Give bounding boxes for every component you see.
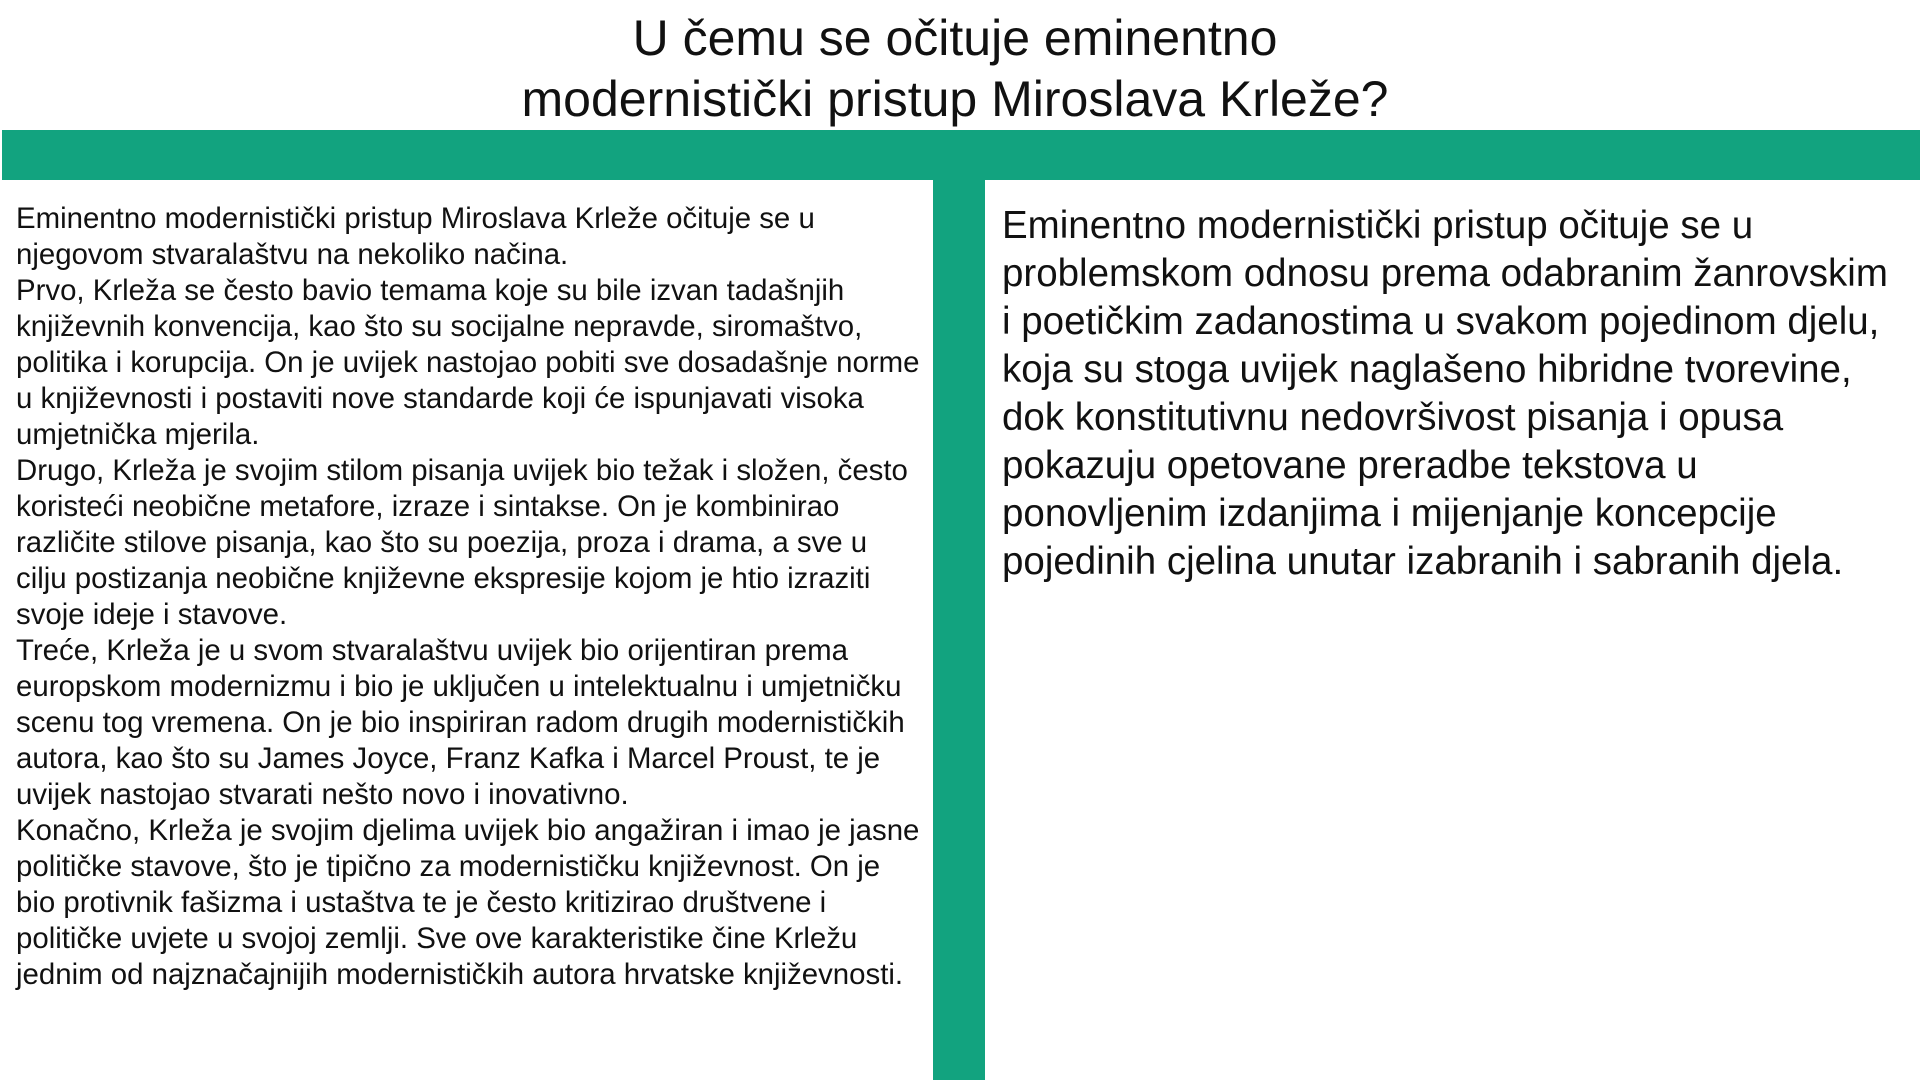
column-divider-bar bbox=[933, 130, 985, 1080]
left-paragraph-finally: Konačno, Krleža je svojim djelima uvijek bio angažiran i imao je jasne političke stavove, što je tipično za modernističku književnost. On je bio protivnik fašizma i ustaštva te je često kritizirao društvene i političke uvjete u svojoj zemlji. Sve ove karakteristike čine Krležu jednim od najznačajnijih modernističkih autora hrvatske književnosti. bbox=[16, 814, 920, 991]
left-paragraph-second: Drugo, Krleža je svojim stilom pisanja uvijek bio težak i složen, često koristeći neobične metafore, izraze i sintakse. On je kombinirao različite stilove pisanja, kao što su poezija, proza i drama, a sve u cilju postizanja neobične književne ekspresije kojom je htio izraziti svoje ideje i stavove. bbox=[16, 454, 908, 631]
page-title-line-2: modernistički pristup Miroslava Krleže? bbox=[521, 71, 1389, 127]
right-paragraph: Eminentno modernistički pristup očituje se u problemskom odnosu prema odabranim žanrovskim i poetičkim zadanostima u svakom pojedinom djelu, koja su stoga uvijek naglašeno hibridne tvorevine, dok konstitutivnu nedovršivost pisanja i opusa pokazuju opetovane preradbe tekstova u ponovljenim izdanjima i mijenjanje koncepcije pojedinih cjelina unutar izabranih i sabranih djela. bbox=[1002, 204, 1888, 583]
left-paragraph-third: Treće, Krleža je u svom stvaralaštvu uvijek bio orijentiran prema europskom modernizmu i bio je uključen u intelektualnu i umjetničku scenu tog vremena. On je bio inspiriran radom drugih modernističkih autora, kao što su James Joyce, Franz Kafka i Marcel Proust, te je uvijek nastojao stvarati nešto novo i inovativno. bbox=[16, 634, 905, 811]
left-paragraph-first: Prvo, Krleža se često bavio temama koje su bile izvan tadašnjih književnih konvencija, kao što su socijalne nepravde, siromaštvo, politika i korupcija. On je uvijek nastojao pobiti sve dosadašnje norme u književnosti i postaviti nove standarde koji će ispunjavati visoka umjetnička mjerila. bbox=[16, 274, 920, 451]
left-paragraph-intro: Eminentno modernistički pristup Miroslava Krleže očituje se u njegovom stvaralaštvu na nekoliko načina. bbox=[16, 202, 815, 271]
page-title-line-1: U čemu se očituje eminentno bbox=[632, 10, 1278, 66]
page-title bbox=[0, 8, 1910, 130]
left-answer-column bbox=[16, 201, 921, 993]
right-answer-column bbox=[1002, 202, 1902, 586]
